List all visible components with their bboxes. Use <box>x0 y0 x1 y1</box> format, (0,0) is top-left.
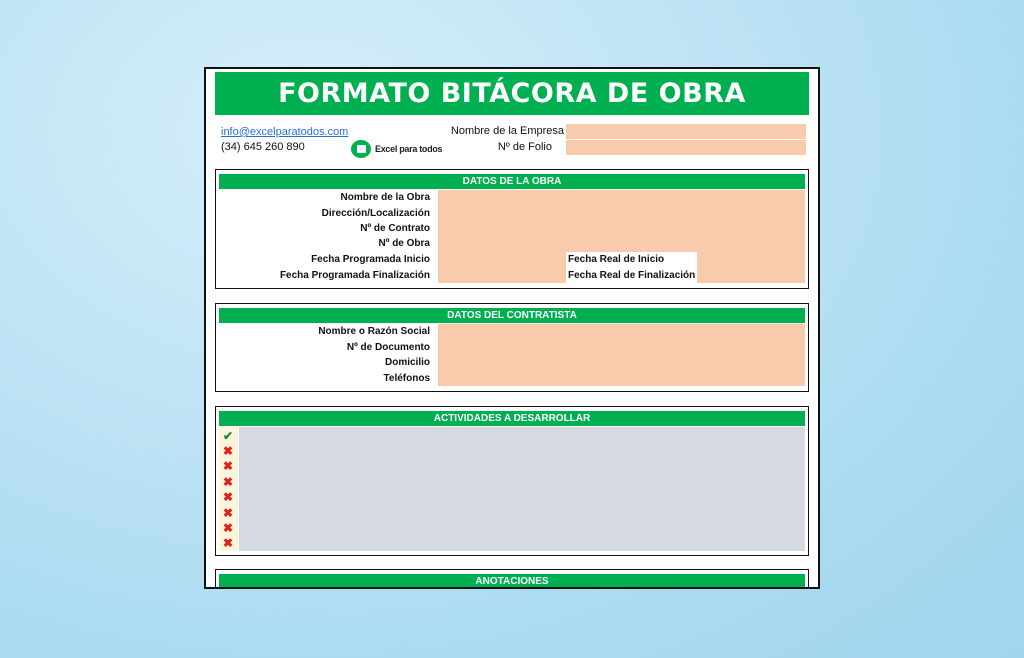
status-column <box>219 427 238 551</box>
company-label: Nombre de la Empresa <box>450 125 564 137</box>
obra-location-label: Dirección/Localización <box>321 208 430 219</box>
worksheet <box>204 67 820 589</box>
obra-name-label: Nombre de la Obra <box>340 192 430 203</box>
real-dates-field[interactable] <box>697 252 805 283</box>
email-link[interactable]: info@excelparatodos.com <box>221 126 349 138</box>
folio-label: Nº de Folio <box>497 141 552 153</box>
contratista-name-label: Nombre o Razón Social <box>318 326 430 337</box>
obra-number-label: Nº de Obra <box>378 238 430 249</box>
phone-text: (34) 645 260 890 <box>221 141 305 153</box>
cross-icon[interactable]: ✖ <box>223 475 234 489</box>
address-label: Domicilio <box>384 357 430 368</box>
cross-icon[interactable]: ✖ <box>223 459 234 473</box>
obra-contract-label: Nº de Contrato <box>360 223 430 234</box>
company-field[interactable] <box>566 124 806 139</box>
anotaciones-heading: ANOTACIONES <box>219 574 805 589</box>
real-end-label: Fecha Real de Finalización <box>568 270 696 281</box>
page-title: FORMATO BITÁCORA DE OBRA <box>215 72 809 115</box>
obra-fields[interactable] <box>438 190 805 252</box>
contratista-fields[interactable] <box>438 324 805 386</box>
check-icon[interactable]: ✔ <box>223 429 234 443</box>
document-label: Nº de Documento <box>346 342 430 353</box>
cross-icon[interactable]: ✖ <box>223 536 234 550</box>
phones-label: Teléfonos <box>383 373 430 384</box>
planned-dates-field[interactable] <box>438 252 566 283</box>
cross-icon[interactable]: ✖ <box>223 444 234 458</box>
planned-end-label: Fecha Programada Finalización <box>279 270 430 281</box>
obra-section <box>215 169 809 289</box>
planned-start-label: Fecha Programada Inicio <box>311 254 430 265</box>
actividades-section <box>215 406 809 556</box>
excel-logo-icon <box>351 140 371 158</box>
logo-text: Excel para todos <box>375 144 443 154</box>
anotaciones-section <box>215 569 809 589</box>
obra-heading: DATOS DE LA OBRA <box>219 174 805 189</box>
activities-area[interactable] <box>239 427 805 551</box>
contratista-section <box>215 303 809 392</box>
folio-field[interactable] <box>566 140 806 155</box>
cross-icon[interactable]: ✖ <box>223 506 234 520</box>
cross-icon[interactable]: ✖ <box>223 521 234 535</box>
actividades-heading: ACTIVIDADES A DESARROLLAR <box>219 411 805 426</box>
contratista-heading: DATOS DEL CONTRATISTA <box>219 308 805 323</box>
real-start-label: Fecha Real de Inicio <box>568 254 665 265</box>
cross-icon[interactable]: ✖ <box>223 490 234 504</box>
